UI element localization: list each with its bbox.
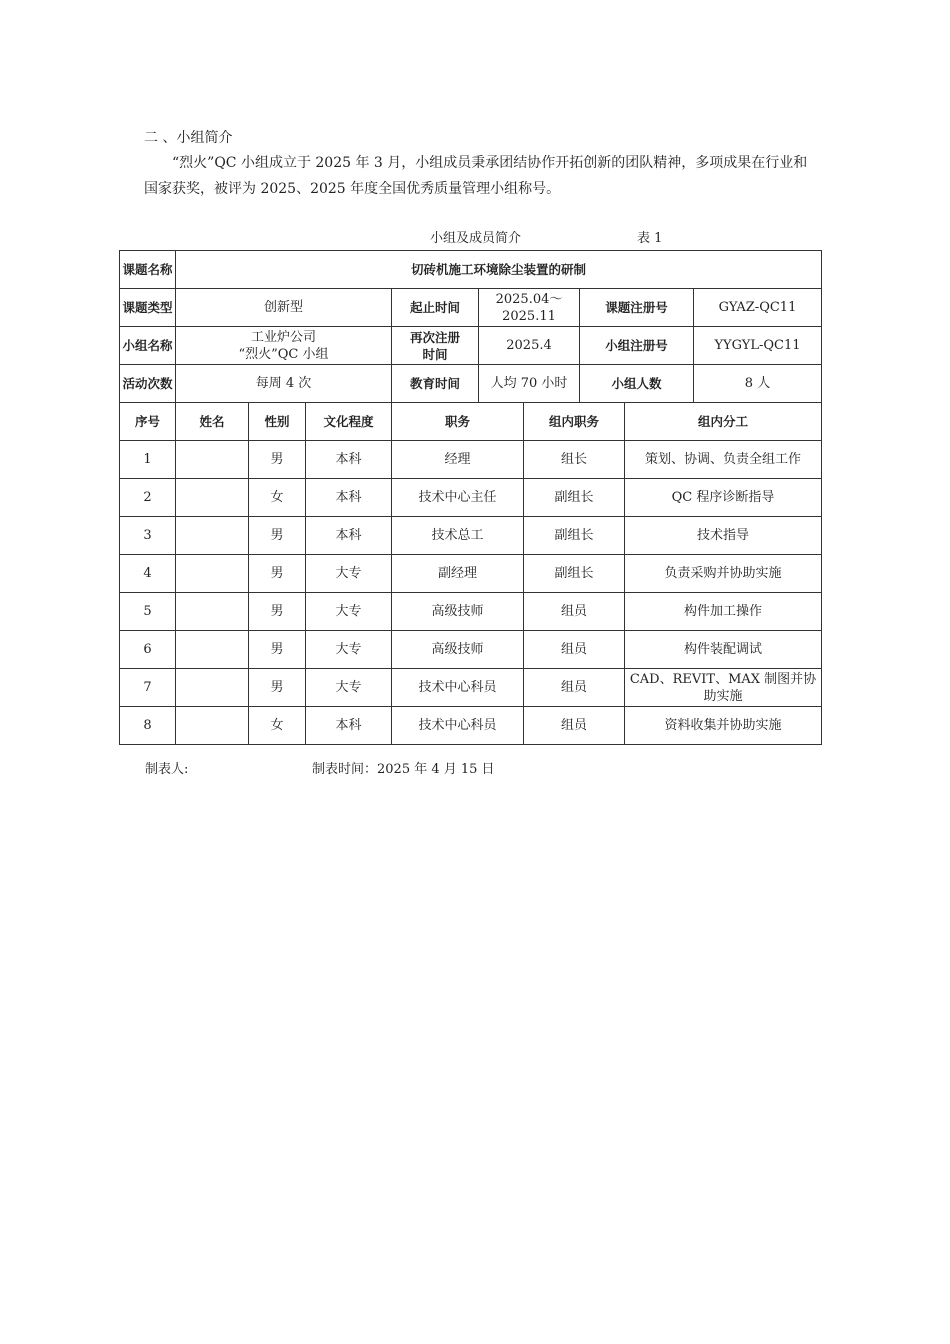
cell-position: 技术中心科员: [392, 669, 524, 707]
topic-reg-label: 课题注册号: [580, 289, 694, 327]
topic-reg-value: GYAZ-QC11: [694, 289, 822, 327]
topic-name-label: 课题名称: [120, 251, 176, 289]
cell-index: 3: [120, 517, 176, 555]
info-row-topic: [120, 251, 822, 289]
cell-index: 2: [120, 479, 176, 517]
cell-group-duty: 构件加工操作: [625, 593, 822, 631]
cell-group-role: 组员: [524, 707, 625, 745]
cell-index: 8: [120, 707, 176, 745]
cell-name: [176, 441, 249, 479]
cell-position: 高级技师: [392, 593, 524, 631]
cell-gender: 女: [249, 707, 306, 745]
table-caption-title: 小组及成员简介: [430, 231, 522, 246]
cell-gender: 男: [249, 441, 306, 479]
cell-name: [176, 707, 249, 745]
group-name-label: 小组名称: [120, 327, 176, 365]
cell-gender: 男: [249, 555, 306, 593]
cell-position: 经理: [392, 441, 524, 479]
cell-education: 本科: [306, 441, 392, 479]
members-header-row: [120, 403, 822, 441]
header-group-duty: 组内分工: [625, 403, 822, 441]
group-name-line2: “烈火”QC 小组: [238, 346, 329, 362]
cell-group-role: 副组长: [524, 517, 625, 555]
cell-position: 技术总工: [392, 517, 524, 555]
activity-label: 活动次数: [120, 365, 176, 403]
period-end: 2025.11: [502, 308, 556, 324]
topic-name-value: 切砖机施工环境除尘装置的研制: [176, 251, 822, 289]
cell-position: 技术中心科员: [392, 707, 524, 745]
cell-position: 技术中心主任: [392, 479, 524, 517]
education-value: 人均 70 小时: [479, 365, 580, 403]
activity-value: 每周 4 次: [176, 365, 392, 403]
cell-group-duty: 负责采购并协助实施: [625, 555, 822, 593]
cell-gender: 女: [249, 479, 306, 517]
cell-index: 6: [120, 631, 176, 669]
info-row-group: [120, 327, 822, 365]
members-count-label: 小组人数: [580, 365, 694, 403]
rereg-label: [392, 327, 479, 365]
cell-group-role: 副组长: [524, 479, 625, 517]
header-name: 姓名: [176, 403, 249, 441]
cell-group-duty: 策划、协调、负责全组工作: [625, 441, 822, 479]
period-label: 起止时间: [392, 289, 479, 327]
footer-maker: 制表人:: [145, 762, 189, 777]
topic-type-label: 课题类型: [120, 289, 176, 327]
cell-group-role: 组员: [524, 631, 625, 669]
header-education: 文化程度: [306, 403, 392, 441]
cell-group-duty: 构件装配调试: [625, 631, 822, 669]
cell-group-duty: CAD、REVIT、MAX 制图并协助实施: [625, 669, 822, 707]
cell-education: 大专: [306, 555, 392, 593]
cell-education: 大专: [306, 631, 392, 669]
footer-date: 制表时间：2025 年 4 月 15 日: [312, 762, 495, 777]
cell-group-duty: 资料收集并协助实施: [625, 707, 822, 745]
cell-name: [176, 555, 249, 593]
table-number: 表 1: [637, 231, 663, 246]
cell-index: 1: [120, 441, 176, 479]
table-row: [120, 707, 822, 745]
header-index: 序号: [120, 403, 176, 441]
intro-paragraph: “烈火”QC 小组成立于 2025 年 3 月，小组成员秉承团结协作开拓创新的团队精神，多项成果在行业和国家获奖，被评为 2025、2025 年度全国优秀质量管理小组称号。: [144, 155, 808, 197]
group-name-value: [176, 327, 392, 365]
table-row: [120, 479, 822, 517]
period-value: [479, 289, 580, 327]
table-row: [120, 669, 822, 707]
cell-name: [176, 669, 249, 707]
cell-name: [176, 479, 249, 517]
cell-education: 本科: [306, 479, 392, 517]
header-gender: 性别: [249, 403, 306, 441]
cell-name: [176, 631, 249, 669]
cell-position: 副经理: [392, 555, 524, 593]
members-count-value: 8 人: [694, 365, 822, 403]
info-row-activity: [120, 365, 822, 403]
cell-gender: 男: [249, 517, 306, 555]
table-row: [120, 631, 822, 669]
info-row-type: [120, 289, 822, 327]
section-heading: 二 、小组简介: [144, 130, 233, 146]
cell-gender: 男: [249, 669, 306, 707]
cell-education: 大专: [306, 593, 392, 631]
cell-education: 本科: [306, 707, 392, 745]
cell-gender: 男: [249, 631, 306, 669]
cell-gender: 男: [249, 593, 306, 631]
period-start: 2025.04～: [495, 291, 563, 307]
header-group-role: 组内职务: [524, 403, 625, 441]
cell-name: [176, 593, 249, 631]
member-rows: [120, 441, 822, 745]
cell-index: 4: [120, 555, 176, 593]
cell-education: 本科: [306, 517, 392, 555]
group-members-table: [119, 250, 822, 745]
header-position: 职务: [392, 403, 524, 441]
rereg-label-line1: 再次注册: [409, 329, 460, 345]
group-reg-label: 小组注册号: [580, 327, 694, 365]
cell-group-role: 组员: [524, 593, 625, 631]
cell-group-role: 组长: [524, 441, 625, 479]
cell-group-role: 副组长: [524, 555, 625, 593]
table-row: [120, 441, 822, 479]
cell-index: 7: [120, 669, 176, 707]
table-row: [120, 593, 822, 631]
table-row: [120, 555, 822, 593]
topic-type-value: 创新型: [176, 289, 392, 327]
cell-group-duty: 技术指导: [625, 517, 822, 555]
cell-group-role: 组员: [524, 669, 625, 707]
education-label: 教育时间: [392, 365, 479, 403]
cell-name: [176, 517, 249, 555]
cell-education: 大专: [306, 669, 392, 707]
group-reg-value: YYGYL-QC11: [694, 327, 822, 365]
rereg-value: 2025.4: [479, 327, 580, 365]
cell-group-duty: QC 程序诊断指导: [625, 479, 822, 517]
cell-position: 高级技师: [392, 631, 524, 669]
group-name-line1: 工业炉公司: [250, 329, 316, 345]
rereg-label-line2: 时间: [422, 346, 448, 362]
table-row: [120, 517, 822, 555]
cell-index: 5: [120, 593, 176, 631]
